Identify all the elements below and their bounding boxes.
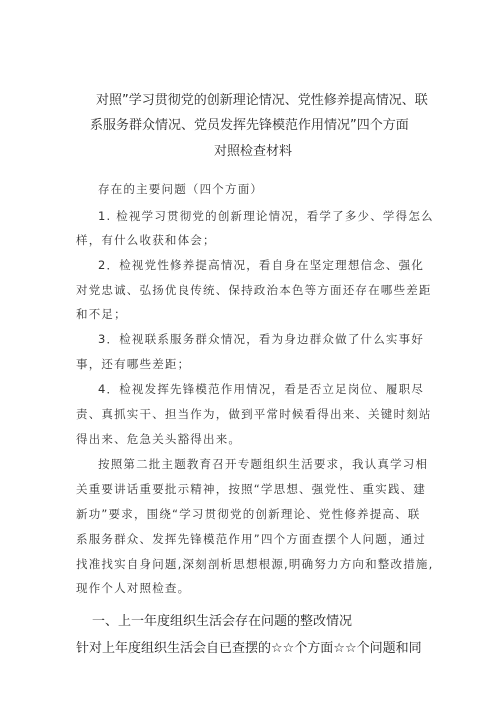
body-line: 和不足； — [76, 307, 127, 321]
section-heading: 一、上一年度组织生活会存在问题的整改情况 — [92, 614, 353, 629]
body-line: 责、真抓实干、担当作为，做到平常时候看得出来、关键时刻站 — [76, 407, 432, 421]
body-line: 关重要讲话重要批示精神，按照“学思想、强党性、重实践、建 — [76, 482, 427, 496]
document-title-line-2: 系服务群众情况、党员发挥先锋模范作用情况”四个方面 — [90, 118, 409, 133]
section-label: 存在的主要问题（四个方面） — [98, 182, 264, 196]
body-line: 找准找实自身问题,深刻剖析思想根源,明确努力方向和整改措施, — [76, 557, 434, 571]
body-line: 3．检视联系服务群众情况，看为身边群众做了什么实事好 — [98, 332, 425, 346]
body-line: 样，有什么收获和体会； — [76, 233, 216, 247]
body-line: 对党忠诚、弘扬优良传统、保持政治本色等方面还存在哪些差距 — [76, 283, 432, 297]
body-line: 事，还有哪些差距； — [76, 357, 191, 371]
body-line-last: 针对上年度组织生活会自已查摆的☆☆个方面☆☆个问题和同 — [76, 641, 422, 656]
body-line: 2．检视党性修养提高情况，看自身在坚定理想信念、强化 — [98, 258, 425, 272]
body-line: 得出来、危急关头豁得出来。 — [76, 432, 242, 446]
document-title-line-1: 对照”学习贯彻党的创新理论情况、党性修养提高情况、联 — [96, 93, 428, 108]
body-line: 按照第二批主题教育召开专题组织生活要求，我认真学习相 — [98, 457, 429, 471]
body-line: 现作个人对照检查。 — [76, 581, 191, 595]
body-line: 1. 检视学习贯彻党的创新理论情况，看学了多少、学得怎么 — [98, 209, 434, 223]
body-line: 新功”要求，围绕“学习贯彻党的创新理论、党性修养提高、联 — [76, 507, 421, 521]
body-line: 4．检视发挥先锋模范作用情况，看是否立足岗位、履职尽 — [98, 382, 425, 396]
document-title-line-3: 对照检查材料 — [214, 144, 293, 159]
body-line: 系服务群众、发挥先锋模范作用”四个方面查摆个人问题，通过 — [76, 532, 427, 546]
